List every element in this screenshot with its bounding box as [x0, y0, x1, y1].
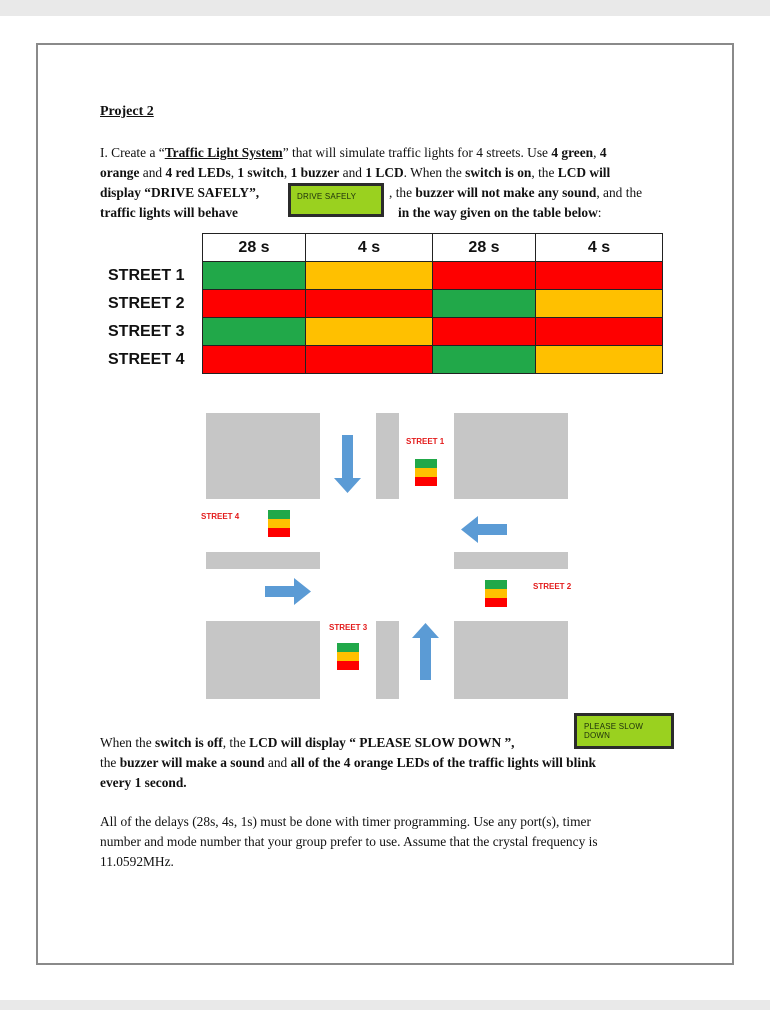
green-led-icon [268, 510, 290, 519]
red-led-icon [485, 598, 507, 607]
traffic-light-street-2 [485, 580, 507, 607]
delay-line-2: number and mode number that your group prefer to use. Assume that the crystal frequency is [100, 834, 598, 849]
diagram-street-4-label: STREET 4 [201, 512, 240, 521]
table-header-4: 4 s [536, 234, 663, 262]
arrow-up-icon [412, 623, 439, 680]
diagram-street-2-label: STREET 2 [533, 582, 572, 591]
green-led-icon [337, 643, 359, 652]
project-title: Project 2 [100, 104, 154, 119]
table-header-1: 28 s [203, 234, 306, 262]
intro-line-3a: display “DRIVE SAFELY”, [100, 185, 260, 200]
intro-line-1: I. Create a “Traffic Light System” that will simulate traffic lights for 4 streets. Use 4 green, 4 [100, 145, 607, 160]
arrow-right-icon [265, 578, 311, 605]
intro-line-2: orange and 4 red LEDs, 1 switch, 1 buzzer and 1 LCD. When the switch is on, the LCD will [100, 165, 611, 180]
intro-line-4a: traffic lights will behave [100, 205, 238, 220]
lcd-please-slow-down-text: PLEASE SLOW DOWN [577, 716, 671, 746]
orange-led-icon [485, 589, 507, 598]
arrow-down-icon [334, 435, 361, 493]
street-3-label: STREET 3 [108, 323, 185, 340]
table-header-2: 4 s [306, 234, 433, 262]
traffic-light-street-3 [337, 643, 359, 670]
orange-led-icon [415, 468, 437, 477]
off-line-2: the buzzer will make a sound and all of the 4 orange LEDs of the traffic lights will blink [100, 755, 596, 770]
red-led-icon [268, 528, 290, 537]
delay-line-1: All of the delays (28s, 4s, 1s) must be done with timer programming. Use any port(s), timer [100, 814, 591, 829]
lcd-drive-safely-text: DRIVE SAFELY [291, 186, 381, 214]
table-header-3: 28 s [433, 234, 536, 262]
intro-line-3b: , the buzzer will not make any sound, and the [389, 185, 643, 200]
street-2-label: STREET 2 [108, 295, 185, 312]
orange-led-icon [268, 519, 290, 528]
red-led-icon [415, 477, 437, 486]
street-4-label: STREET 4 [108, 351, 185, 368]
diagram-street-3-label: STREET 3 [329, 623, 368, 632]
intro-line-4b: in the way given on the table below: [398, 205, 602, 220]
red-led-icon [337, 661, 359, 670]
green-led-icon [485, 580, 507, 589]
diagram-street-1-label: STREET 1 [406, 437, 445, 446]
street-1-label: STREET 1 [108, 267, 185, 284]
traffic-light-street-1 [415, 459, 437, 486]
green-led-icon [415, 459, 437, 468]
orange-led-icon [337, 652, 359, 661]
off-line-3: every 1 second. [100, 775, 187, 790]
arrow-left-icon [461, 516, 507, 543]
lcd-please-slow-down [574, 713, 674, 749]
delay-line-3: 11.0592MHz. [100, 854, 174, 869]
traffic-light-street-4 [268, 510, 290, 537]
off-line-1: When the switch is off, the LCD will display “ PLEASE SLOW DOWN ”, [100, 735, 515, 750]
